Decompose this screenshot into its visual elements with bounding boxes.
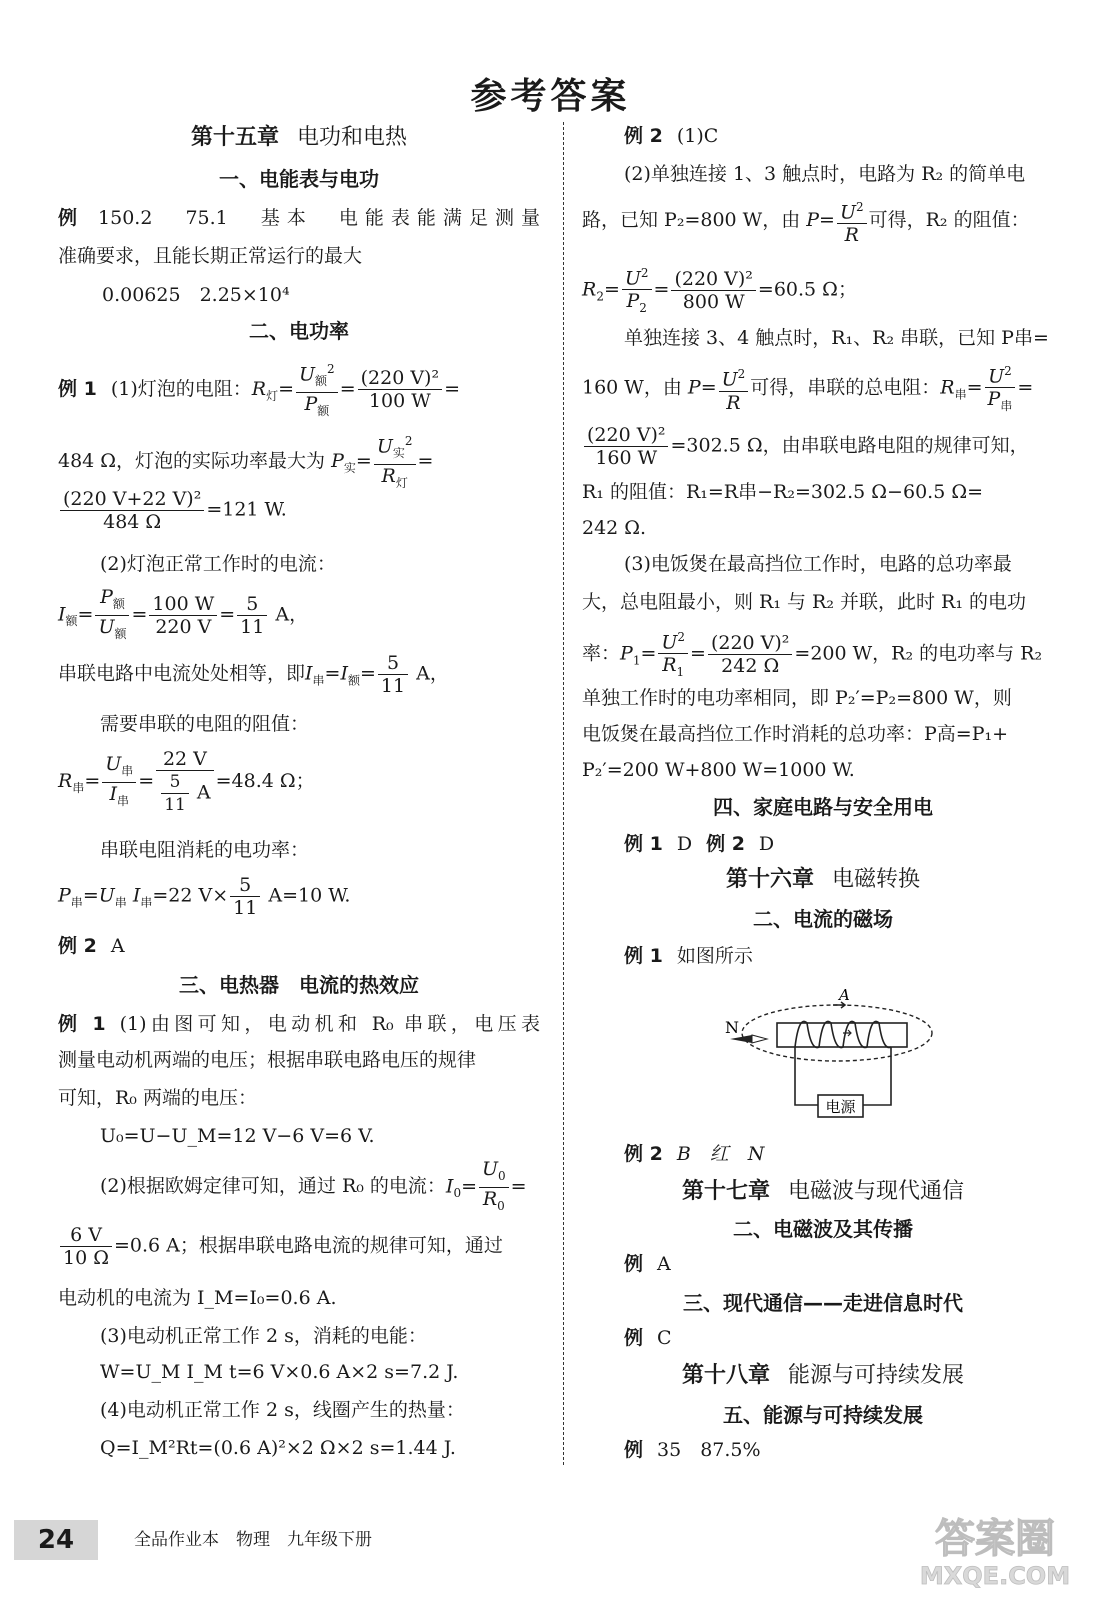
circuit-wire — [795, 1047, 818, 1105]
answer-line: (4)电动机正常工作 2 s，线圈产生的热量： — [100, 1399, 465, 1421]
watermark-logo — [900, 1500, 1090, 1590]
answer-line: R₁ 的阻值：R₁=R串−R₂=302.5 Ω−60.5 Ω= — [582, 481, 983, 503]
north-label: N — [725, 1018, 739, 1037]
chapter-17-heading: 第十七章 电磁波与现代通信 — [681, 1179, 965, 1204]
answer-line: 单独工作时的电功率相同，即 P₂′=P₂=800 W，则 — [582, 687, 1012, 709]
point-a-label: A — [839, 986, 850, 1004]
chapter-16-heading: 第十六章 电磁转换 — [725, 867, 921, 892]
answer-line: 例 A — [624, 1253, 671, 1275]
answer-line: 例 1 (1)由图可知，电动机和 R₀ 串联，电压表 — [58, 1013, 540, 1035]
answer-line: 例 C — [624, 1327, 672, 1349]
column-divider — [563, 122, 564, 1465]
answer-line: 242 Ω. — [582, 517, 647, 539]
page-title: 参考答案 — [470, 76, 631, 117]
svg-text:答案圈: 答案圈 — [935, 1516, 1055, 1562]
section-heading: 一、电能表与电功 — [219, 167, 379, 191]
answer-line: 大，总电阻最小，则 R₁ 与 R₂ 并联，此时 R₁ 的电功 — [582, 591, 1027, 613]
answer-line: 串联电阻消耗的电功率： — [100, 839, 310, 861]
formula-line: 路，已知 P₂=800 W，由 P= $\frac{U^2}{R}$ 可得，R₂ 的阻值： — [582, 196, 1030, 246]
book-title: 全品作业本 物理 九年级下册 — [134, 1530, 372, 1550]
circuit-wire — [863, 1047, 891, 1105]
chapter-15-heading: 第十五章 电功和电热 — [190, 125, 408, 150]
formula-line: $I_额=$ $\frac{P_额}{U_额}$ = $\frac{100 W}{220 V}$ = $\frac{5}{11}$ A， — [58, 586, 309, 641]
section-heading: 二、电磁波及其传播 — [733, 1217, 913, 1241]
formula-line: $R_2=$ $\frac{U^2}{P_2}$ = $\frac{\text{(220 V)²}}{800 W}$ =60.5 Ω； — [582, 262, 857, 319]
answer-line: 例 1 D 例 2 D — [624, 833, 775, 855]
formula-line: 率：$P_1=$ $\frac{U^2}{R_1}$ = $\frac{\text{(220 V)²}}{242 \Omega}$ =200 W，R₂ 的电功率与 R₂ — [582, 626, 1042, 683]
answer-line: 0.00625 2.25×10⁴ — [102, 284, 290, 306]
formula-line: 例 1 (1)灯泡的电阻：$R_灯=$ $\frac{U_额^2}{P_额}$ = $\frac{\text{(220 V)²}}{100 W}$ = — [58, 358, 460, 422]
answer-line: 准确要求，且能长期正常运行的最大 — [58, 245, 363, 267]
answer-line: 例 2 A — [58, 935, 125, 957]
section-heading: 二、电流的磁场 — [753, 907, 893, 931]
section-heading: 三、现代通信——走进信息时代 — [683, 1291, 963, 1315]
section-heading: 三、电热器 电流的热效应 — [179, 973, 419, 997]
page-number: 24 — [14, 1520, 98, 1560]
answer-line: 单独连接 3、4 触点时，R₁、R₂ 串联，已知 P串= — [624, 327, 1049, 349]
answer-line: (3)电动机正常工作 2 s，消耗的电能： — [100, 1325, 427, 1347]
answer-line: 例 2 B 红 N — [624, 1143, 765, 1165]
answer-line: 例 35 87.5% — [624, 1439, 761, 1461]
formula-line: $\frac{\text{(220 V+22 V)²}}{484 \Omega}$ =121 W. — [58, 488, 287, 533]
formula-line: 串联电路中电流处处相等，即$I_串=I_额=$ $\frac{5}{11}$ A， — [58, 652, 449, 697]
section-heading: 二、电功率 — [249, 319, 349, 343]
answer-line: (2)单独连接 1、3 触点时，电路为 R₂ 的简单电 — [624, 163, 1026, 185]
answer-line: Q=I_M²Rt=(0.6 A)²×2 Ω×2 s=1.44 J. — [100, 1437, 456, 1459]
answer-line: 需要串联的电阻的阻值： — [100, 713, 310, 735]
section-heading: 四、家庭电路与安全用电 — [713, 795, 933, 819]
section-heading: 五、能源与可持续发展 — [723, 1403, 923, 1427]
answer-line: P₂′=200 W+800 W=1000 W. — [582, 759, 855, 781]
svg-text:MXQE.COM: MXQE.COM — [919, 1562, 1071, 1590]
formula-line: (2)根据欧姆定律可知，通过 R₀ 的电流：$I_0=$ $\frac{U_0}{R_0}$ = — [100, 1158, 527, 1213]
answer-line: (2)灯泡正常工作时的电流： — [100, 553, 336, 575]
answer-line: 例 2 (1)C — [624, 125, 719, 147]
formula-line: $P_串=U_串$ $I_串=22$ V× $\frac{5}{11}$ A=10 W. — [58, 874, 351, 919]
answer-line: U₀=U−U_M=12 V−6 V=6 V. — [100, 1125, 375, 1147]
formula-line: $R_串=$ $\frac{U_串}{I_串}$ = 22 V $\frac{5}{11}$ A =48.4 Ω； — [58, 748, 315, 815]
answer-line: 例 150.2 75.1 基本 电能表能满足测量 — [58, 207, 540, 229]
answer-line: 电动机的电流为 I_M=I₀=0.6 A. — [58, 1287, 337, 1309]
formula-line: $\frac{6 V}{10 \Omega}$ =0.6 A；根据串联电路电流的规律可知，通过 — [58, 1224, 503, 1269]
answer-line: 电饭煲在最高挡位工作时消耗的总功率：P高=P₁+ — [582, 723, 1009, 745]
answer-line: (3)电饭煲在最高挡位工作时，电路的总功率最 — [624, 553, 1012, 575]
answer-line: W=U_M I_M t=6 V×0.6 A×2 s=7.2 J. — [100, 1361, 459, 1383]
electromagnet-diagram — [715, 985, 935, 1120]
formula-line: 160 W，由 P= $\frac{U^2}{R}$ 可得，串联的总电阻：$R_串=$ $\frac{U^2}{P_串}$ = — [582, 360, 1033, 417]
answer-line: 例 1 如图所示 — [624, 945, 753, 967]
formula-line: 484 Ω，灯泡的实际功率最大为 $P_实=$ $\frac{U_实^2}{R_灯}$ = — [58, 430, 540, 494]
power-label: 电源 — [825, 1098, 856, 1116]
chapter-18-heading: 第十八章 能源与可持续发展 — [681, 1363, 965, 1388]
answer-line: 测量电动机两端的电压；根据串联电路电压的规律 — [58, 1049, 477, 1071]
answer-line: 可知，R₀ 两端的电压： — [58, 1087, 257, 1109]
formula-line: $\frac{\text{(220 V)²}}{160 W}$ =302.5 Ω，由串联电路电阻的规律可知， — [582, 424, 1029, 469]
